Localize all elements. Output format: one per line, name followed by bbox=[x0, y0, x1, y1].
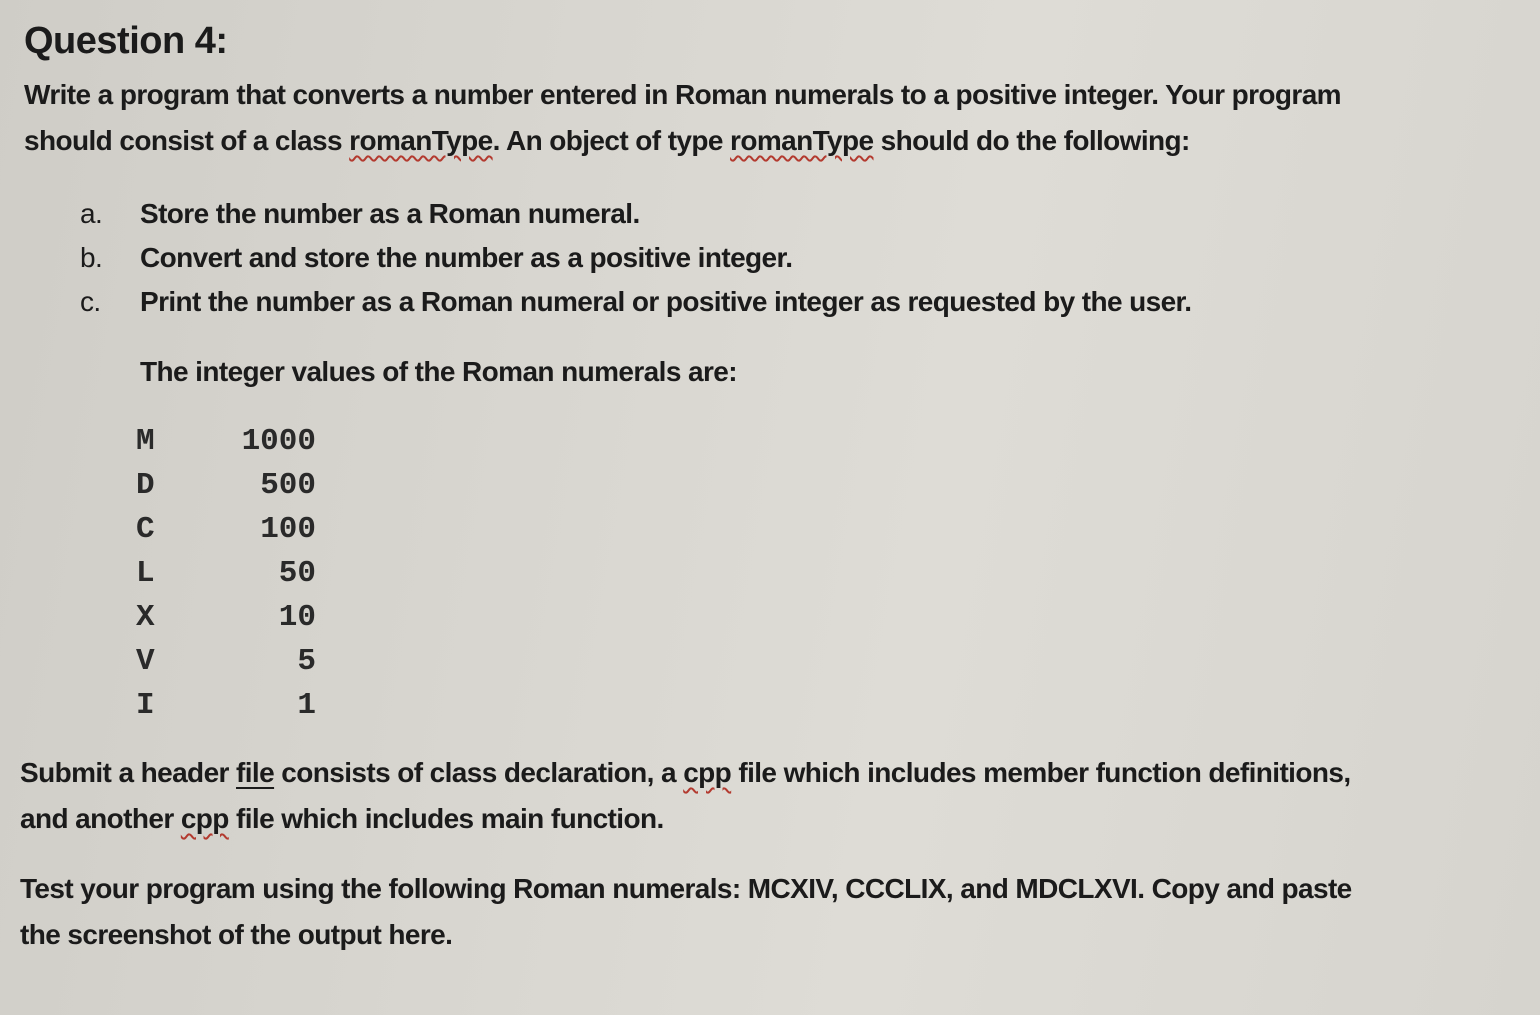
roman-symbol: V bbox=[136, 644, 155, 679]
table-row bbox=[136, 420, 316, 464]
list-item bbox=[80, 236, 1191, 280]
list-item bbox=[80, 192, 1191, 236]
integer-value: 100 bbox=[260, 512, 316, 547]
test-line-1: Test your program using the following Roman numerals: MCXIV, CCCLIX, and MDCLXVI. Copy and paste bbox=[20, 873, 1352, 904]
file-word: file bbox=[236, 757, 275, 788]
roman-symbol: I bbox=[136, 688, 155, 723]
intro-line-1: Write a program that converts a number entered in Roman numerals to a positive integer. Your program bbox=[24, 79, 1341, 110]
submit-paragraph bbox=[20, 750, 1351, 842]
class-name-romantype: romanType bbox=[349, 125, 493, 156]
submit-text-5: file which includes main function. bbox=[228, 803, 664, 834]
submit-text-4: and another bbox=[20, 803, 181, 834]
table-row bbox=[136, 508, 316, 552]
integer-value: 50 bbox=[278, 556, 316, 591]
intro-paragraph bbox=[24, 72, 1341, 164]
intro-line-2-start: should consist of a class bbox=[24, 125, 350, 156]
cpp-word-2: cpp bbox=[180, 803, 229, 834]
integer-value: 10 bbox=[278, 600, 316, 635]
roman-values-table bbox=[136, 420, 316, 728]
roman-symbol: L bbox=[136, 556, 155, 591]
table-row bbox=[136, 684, 316, 728]
list-item-text: Convert and store the number as a positive integer. bbox=[140, 242, 793, 273]
test-line-2: the screenshot of the output here. bbox=[20, 919, 453, 950]
roman-symbol: C bbox=[136, 512, 155, 547]
list-marker: a. bbox=[80, 198, 103, 229]
list-marker: c. bbox=[80, 286, 101, 317]
question-title: Question 4: bbox=[24, 20, 228, 62]
table-row bbox=[136, 464, 316, 508]
submit-text-2: consists of class declaration, a bbox=[274, 757, 684, 788]
list-item-text: Store the number as a Roman numeral. bbox=[140, 198, 640, 229]
test-paragraph bbox=[20, 866, 1352, 958]
values-intro: The integer values of the Roman numerals are: bbox=[140, 356, 737, 387]
list-item bbox=[80, 280, 1191, 324]
roman-symbol: D bbox=[136, 468, 155, 503]
submit-text-3: file which includes member function definitions, bbox=[731, 757, 1351, 788]
list-item-text: Print the number as a Roman numeral or positive integer as requested by the user. bbox=[140, 286, 1192, 317]
roman-symbol: M bbox=[136, 424, 155, 459]
cpp-word-1: cpp bbox=[683, 757, 732, 788]
class-name-romantype-2: romanType bbox=[730, 125, 874, 156]
list-marker: b. bbox=[80, 242, 103, 273]
table-row bbox=[136, 640, 316, 684]
table-row bbox=[136, 552, 316, 596]
integer-value: 1000 bbox=[241, 424, 316, 459]
submit-text-1: Submit a header bbox=[20, 757, 237, 788]
roman-symbol: X bbox=[136, 600, 155, 635]
intro-line-2-middle: . An object of type bbox=[492, 125, 731, 156]
integer-value: 1 bbox=[297, 688, 316, 723]
intro-line-2-end: should do the following: bbox=[873, 125, 1190, 156]
integer-value: 5 bbox=[297, 644, 316, 679]
table-row bbox=[136, 596, 316, 640]
integer-value: 500 bbox=[260, 468, 316, 503]
task-list bbox=[80, 192, 1191, 324]
